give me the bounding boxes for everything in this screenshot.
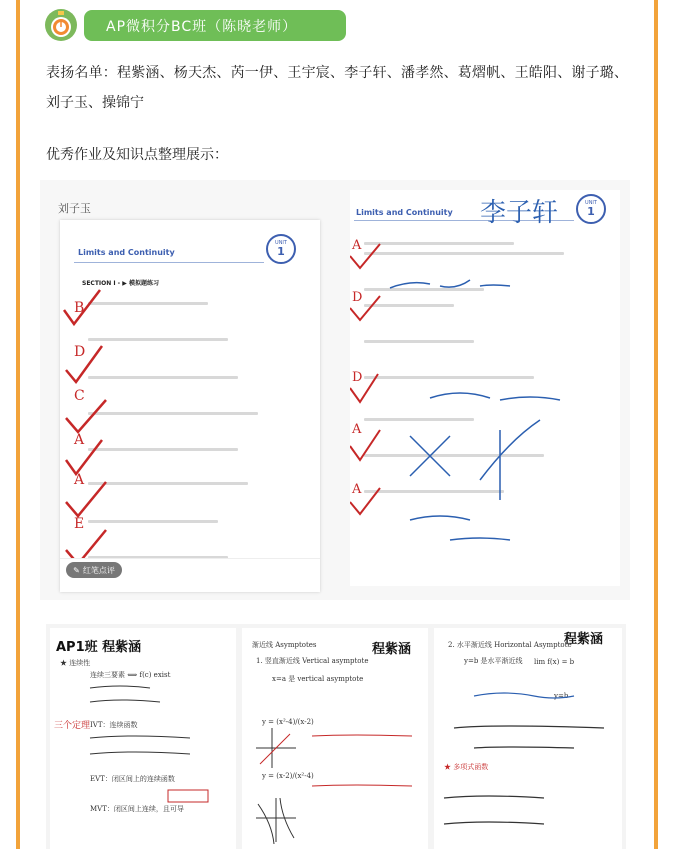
note-title-2: 程紫涵 <box>372 642 412 657</box>
pen-icon: ✎ <box>73 565 80 575</box>
blue-handwriting-right <box>350 190 620 586</box>
homework-sheet-left: Limits and Continuity UNIT 1 SECTION I - ▶ 模拟题练习 B D C A A E <box>60 220 320 592</box>
note-title-3: 程紫涵 <box>564 632 604 647</box>
red-check-marks-left <box>60 220 320 592</box>
homework-image <box>40 180 630 600</box>
left-border <box>16 0 20 849</box>
note-page-3: 程紫涵 2. 水平渐近线 Horizontal Asymptote y=b 是水平渐近线 lim f(x) = b y=b ★ 多项式函数 <box>434 628 622 849</box>
note-1-sketch <box>50 628 236 849</box>
unit-badge-left: UNIT 1 <box>266 234 296 264</box>
praise-list: 表扬名单：程紫涵、杨天杰、芮一伊、王宇宸、李子轩、潘孝然、葛熠帆、王皓阳、谢子璐、刘子玉、操锦宁 <box>46 65 628 111</box>
annotate-button[interactable]: ✎ 红笔点评 <box>66 562 122 578</box>
notes-image <box>46 624 626 849</box>
note-3-graph <box>434 628 622 849</box>
homework-sheet-right: Limits and Continuity 李子轩 UNIT 1 A D D A A <box>350 190 620 586</box>
page-title: AP微积分BC班（陈晓老师） <box>84 10 346 41</box>
note-page-2: 程紫涵 渐近线 Asymptotes 1. 竖直渐近线 Vertical asymptote x=a 是 vertical asymptote y = (x²-4)/(x-2) y = (x-2)/(x²-4) <box>242 628 428 849</box>
note-title-1: AP1班 程紫涵 <box>56 640 142 655</box>
note-2-graphs <box>242 628 428 849</box>
unit-header-right: Limits and Continuity <box>356 208 453 217</box>
unit-header-left: Limits and Continuity <box>78 248 175 257</box>
note-page-1: AP1班 程紫涵 ★ 连续性 连续三要素 ⟺ f(c) exist 三个定理 IVT：连续函数 EVT：闭区间上的连续函数 MVT：闭区间上连续，且可导 <box>50 628 236 849</box>
annotation-toolbar <box>60 558 320 582</box>
section-header <box>44 8 354 44</box>
showcase-heading: 优秀作业及知识点整理展示： <box>46 147 228 163</box>
student-name-right: 李子轩 <box>480 198 559 228</box>
unit-badge-right: UNIT 1 <box>576 194 606 224</box>
stopwatch-icon <box>44 8 78 42</box>
section-title: SECTION I - ▶ 模拟题练习 <box>82 280 159 287</box>
right-border <box>654 0 658 849</box>
student-name-left: 刘子玉 <box>58 202 91 215</box>
